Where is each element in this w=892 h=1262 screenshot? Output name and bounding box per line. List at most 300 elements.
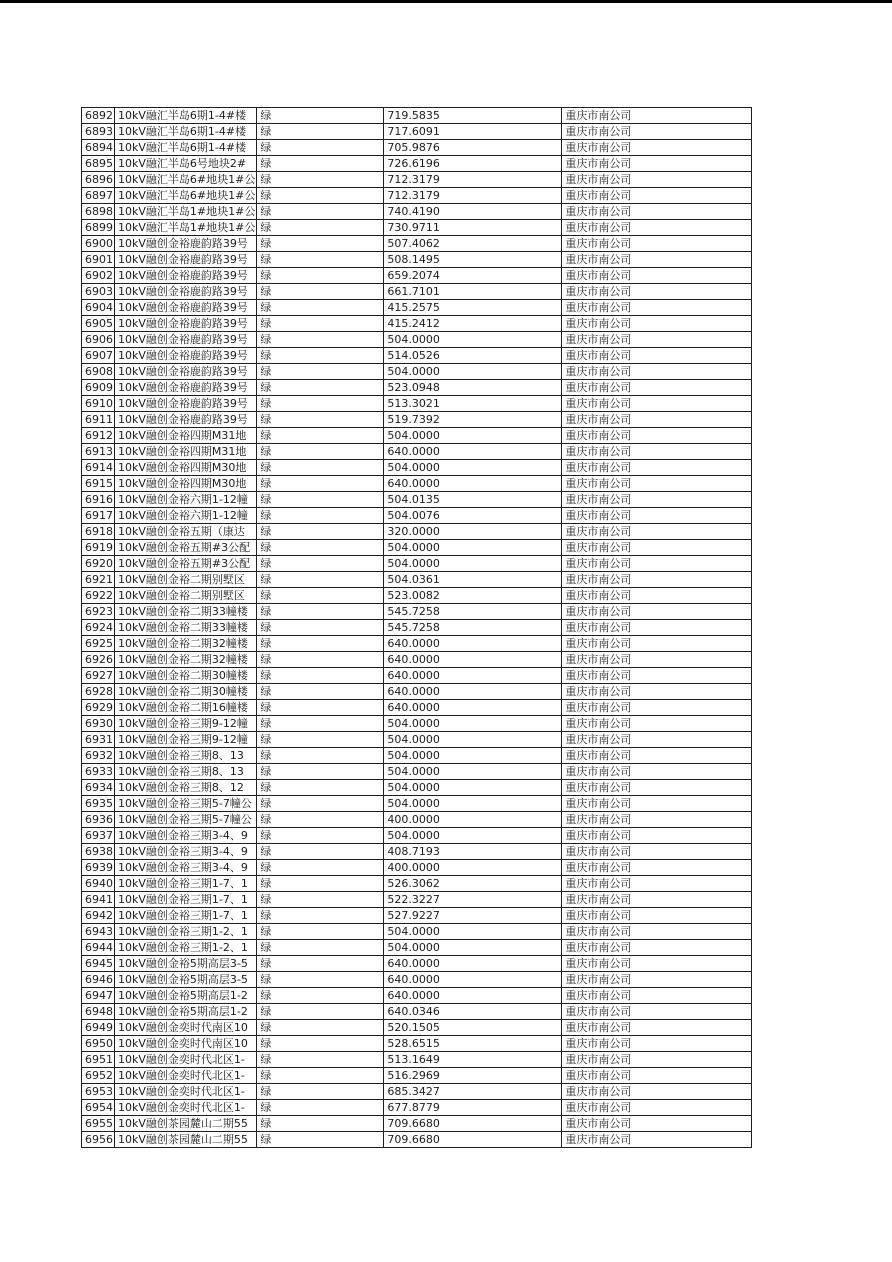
cell-company[interactable]: 重庆市南公司 bbox=[562, 380, 752, 396]
cell-company[interactable]: 重庆市南公司 bbox=[562, 716, 752, 732]
cell-name[interactable]: 10kV融汇半岛6号地块2# bbox=[115, 156, 257, 172]
cell-value[interactable]: 640.0000 bbox=[384, 444, 562, 460]
cell-flag-green[interactable]: 绿 bbox=[257, 1132, 384, 1148]
cell-flag-green[interactable]: 绿 bbox=[257, 940, 384, 956]
cell-name[interactable]: 10kV融汇半岛6期1-4#楼 bbox=[115, 108, 257, 124]
cell-name[interactable]: 10kV融创金裕鹿韵路39号 bbox=[115, 300, 257, 316]
cell-company[interactable]: 重庆市南公司 bbox=[562, 156, 752, 172]
cell-value[interactable]: 514.0526 bbox=[384, 348, 562, 364]
cell-value[interactable]: 730.9711 bbox=[384, 220, 562, 236]
cell-name[interactable]: 10kV融创金裕鹿韵路39号 bbox=[115, 396, 257, 412]
cell-row-id[interactable]: 6893 bbox=[82, 124, 115, 140]
cell-value[interactable]: 685.3427 bbox=[384, 1084, 562, 1100]
cell-name[interactable]: 10kV融创金裕5期高层3-5 bbox=[115, 956, 257, 972]
cell-company[interactable]: 重庆市南公司 bbox=[562, 828, 752, 844]
cell-company[interactable]: 重庆市南公司 bbox=[562, 908, 752, 924]
cell-flag-green[interactable]: 绿 bbox=[257, 1004, 384, 1020]
cell-flag-green[interactable]: 绿 bbox=[257, 796, 384, 812]
cell-value[interactable]: 709.6680 bbox=[384, 1116, 562, 1132]
cell-value[interactable]: 504.0000 bbox=[384, 556, 562, 572]
cell-flag-green[interactable]: 绿 bbox=[257, 188, 384, 204]
cell-name[interactable]: 10kV融创金裕二期33幢楼 bbox=[115, 620, 257, 636]
cell-value[interactable]: 640.0000 bbox=[384, 652, 562, 668]
cell-value[interactable]: 516.2969 bbox=[384, 1068, 562, 1084]
cell-row-id[interactable]: 6911 bbox=[82, 412, 115, 428]
cell-name[interactable]: 10kV融创金裕鹿韵路39号 bbox=[115, 252, 257, 268]
cell-company[interactable]: 重庆市南公司 bbox=[562, 1004, 752, 1020]
cell-row-id[interactable]: 6926 bbox=[82, 652, 115, 668]
cell-flag-green[interactable]: 绿 bbox=[257, 476, 384, 492]
cell-value[interactable]: 640.0000 bbox=[384, 668, 562, 684]
cell-row-id[interactable]: 6941 bbox=[82, 892, 115, 908]
cell-name[interactable]: 10kV融创金裕5期高层1-2 bbox=[115, 988, 257, 1004]
cell-company[interactable]: 重庆市南公司 bbox=[562, 748, 752, 764]
cell-company[interactable]: 重庆市南公司 bbox=[562, 1052, 752, 1068]
cell-row-id[interactable]: 6914 bbox=[82, 460, 115, 476]
cell-company[interactable]: 重庆市南公司 bbox=[562, 220, 752, 236]
cell-value[interactable]: 504.0000 bbox=[384, 364, 562, 380]
cell-name[interactable]: 10kV融创金裕鹿韵路39号 bbox=[115, 380, 257, 396]
cell-value[interactable]: 527.9227 bbox=[384, 908, 562, 924]
cell-flag-green[interactable]: 绿 bbox=[257, 412, 384, 428]
cell-value[interactable]: 545.7258 bbox=[384, 604, 562, 620]
cell-name[interactable]: 10kV融创金裕鹿韵路39号 bbox=[115, 364, 257, 380]
cell-flag-green[interactable]: 绿 bbox=[257, 604, 384, 620]
cell-row-id[interactable]: 6924 bbox=[82, 620, 115, 636]
cell-company[interactable]: 重庆市南公司 bbox=[562, 1116, 752, 1132]
cell-company[interactable]: 重庆市南公司 bbox=[562, 588, 752, 604]
cell-row-id[interactable]: 6905 bbox=[82, 316, 115, 332]
cell-row-id[interactable]: 6945 bbox=[82, 956, 115, 972]
cell-flag-green[interactable]: 绿 bbox=[257, 284, 384, 300]
cell-name[interactable]: 10kV融创茶园麓山二期55 bbox=[115, 1132, 257, 1148]
cell-flag-green[interactable]: 绿 bbox=[257, 572, 384, 588]
cell-value[interactable]: 415.2575 bbox=[384, 300, 562, 316]
cell-value[interactable]: 545.7258 bbox=[384, 620, 562, 636]
cell-company[interactable]: 重庆市南公司 bbox=[562, 572, 752, 588]
cell-name[interactable]: 10kV融创金裕鹿韵路39号 bbox=[115, 236, 257, 252]
cell-row-id[interactable]: 6906 bbox=[82, 332, 115, 348]
cell-name[interactable]: 10kV融创金裕三期1-7、1 bbox=[115, 908, 257, 924]
cell-value[interactable]: 719.5835 bbox=[384, 108, 562, 124]
cell-value[interactable]: 740.4190 bbox=[384, 204, 562, 220]
cell-flag-green[interactable]: 绿 bbox=[257, 428, 384, 444]
cell-value[interactable]: 709.6680 bbox=[384, 1132, 562, 1148]
cell-value[interactable]: 504.0076 bbox=[384, 508, 562, 524]
cell-row-id[interactable]: 6956 bbox=[82, 1132, 115, 1148]
cell-flag-green[interactable]: 绿 bbox=[257, 204, 384, 220]
cell-company[interactable]: 重庆市南公司 bbox=[562, 924, 752, 940]
cell-row-id[interactable]: 6931 bbox=[82, 732, 115, 748]
cell-name[interactable]: 10kV融创金裕鹿韵路39号 bbox=[115, 412, 257, 428]
cell-flag-green[interactable]: 绿 bbox=[257, 332, 384, 348]
cell-company[interactable]: 重庆市南公司 bbox=[562, 876, 752, 892]
cell-row-id[interactable]: 6898 bbox=[82, 204, 115, 220]
cell-value[interactable]: 504.0361 bbox=[384, 572, 562, 588]
cell-flag-green[interactable]: 绿 bbox=[257, 956, 384, 972]
cell-row-id[interactable]: 6897 bbox=[82, 188, 115, 204]
cell-company[interactable]: 重庆市南公司 bbox=[562, 1036, 752, 1052]
cell-name[interactable]: 10kV融创金裕三期3-4、9 bbox=[115, 828, 257, 844]
cell-row-id[interactable]: 6894 bbox=[82, 140, 115, 156]
cell-name[interactable]: 10kV融创金裕四期M31地 bbox=[115, 444, 257, 460]
cell-row-id[interactable]: 6896 bbox=[82, 172, 115, 188]
cell-flag-green[interactable]: 绿 bbox=[257, 732, 384, 748]
cell-value[interactable]: 677.8779 bbox=[384, 1100, 562, 1116]
cell-company[interactable]: 重庆市南公司 bbox=[562, 1084, 752, 1100]
cell-company[interactable]: 重庆市南公司 bbox=[562, 172, 752, 188]
cell-company[interactable]: 重庆市南公司 bbox=[562, 540, 752, 556]
cell-name[interactable]: 10kV融创金奕时代北区1- bbox=[115, 1100, 257, 1116]
cell-value[interactable]: 526.3062 bbox=[384, 876, 562, 892]
cell-row-id[interactable]: 6942 bbox=[82, 908, 115, 924]
cell-flag-green[interactable]: 绿 bbox=[257, 892, 384, 908]
cell-company[interactable]: 重庆市南公司 bbox=[562, 188, 752, 204]
cell-flag-green[interactable]: 绿 bbox=[257, 828, 384, 844]
cell-row-id[interactable]: 6946 bbox=[82, 972, 115, 988]
cell-row-id[interactable]: 6910 bbox=[82, 396, 115, 412]
cell-name[interactable]: 10kV融创金裕三期9-12幢 bbox=[115, 732, 257, 748]
cell-company[interactable]: 重庆市南公司 bbox=[562, 460, 752, 476]
cell-name[interactable]: 10kV融创金裕鹿韵路39号 bbox=[115, 316, 257, 332]
cell-flag-green[interactable]: 绿 bbox=[257, 1084, 384, 1100]
cell-row-id[interactable]: 6943 bbox=[82, 924, 115, 940]
cell-name[interactable]: 10kV融创金裕5期高层1-2 bbox=[115, 1004, 257, 1020]
cell-value[interactable]: 504.0000 bbox=[384, 940, 562, 956]
cell-flag-green[interactable]: 绿 bbox=[257, 156, 384, 172]
cell-flag-green[interactable]: 绿 bbox=[257, 444, 384, 460]
cell-row-id[interactable]: 6939 bbox=[82, 860, 115, 876]
cell-row-id[interactable]: 6909 bbox=[82, 380, 115, 396]
cell-name[interactable]: 10kV融创金裕二期别墅区 bbox=[115, 588, 257, 604]
cell-name[interactable]: 10kV融创金裕三期9-12幢 bbox=[115, 716, 257, 732]
cell-flag-green[interactable]: 绿 bbox=[257, 780, 384, 796]
cell-row-id[interactable]: 6951 bbox=[82, 1052, 115, 1068]
cell-name[interactable]: 10kV融创金裕四期M30地 bbox=[115, 476, 257, 492]
cell-company[interactable]: 重庆市南公司 bbox=[562, 1132, 752, 1148]
cell-value[interactable]: 659.2074 bbox=[384, 268, 562, 284]
cell-value[interactable]: 504.0000 bbox=[384, 540, 562, 556]
cell-flag-green[interactable]: 绿 bbox=[257, 844, 384, 860]
cell-flag-green[interactable]: 绿 bbox=[257, 812, 384, 828]
cell-company[interactable]: 重庆市南公司 bbox=[562, 332, 752, 348]
cell-name[interactable]: 10kV融创金裕六期1-12幢 bbox=[115, 508, 257, 524]
cell-flag-green[interactable]: 绿 bbox=[257, 1100, 384, 1116]
cell-row-id[interactable]: 6929 bbox=[82, 700, 115, 716]
cell-name[interactable]: 10kV融创金裕二期32幢楼 bbox=[115, 636, 257, 652]
cell-name[interactable]: 10kV融创金裕三期5-7幢公 bbox=[115, 812, 257, 828]
cell-company[interactable]: 重庆市南公司 bbox=[562, 940, 752, 956]
cell-row-id[interactable]: 6915 bbox=[82, 476, 115, 492]
cell-company[interactable]: 重庆市南公司 bbox=[562, 620, 752, 636]
cell-value[interactable]: 513.1649 bbox=[384, 1052, 562, 1068]
cell-flag-green[interactable]: 绿 bbox=[257, 988, 384, 1004]
cell-row-id[interactable]: 6949 bbox=[82, 1020, 115, 1036]
cell-company[interactable]: 重庆市南公司 bbox=[562, 764, 752, 780]
cell-flag-green[interactable]: 绿 bbox=[257, 348, 384, 364]
cell-value[interactable]: 513.3021 bbox=[384, 396, 562, 412]
cell-flag-green[interactable]: 绿 bbox=[257, 540, 384, 556]
cell-name[interactable]: 10kV融创金裕三期8、13 bbox=[115, 764, 257, 780]
cell-flag-green[interactable]: 绿 bbox=[257, 300, 384, 316]
cell-name[interactable]: 10kV融创金奕时代北区1- bbox=[115, 1084, 257, 1100]
cell-name[interactable]: 10kV融创金裕三期1-7、1 bbox=[115, 876, 257, 892]
cell-name[interactable]: 10kV融创金裕五期#3公配 bbox=[115, 556, 257, 572]
cell-company[interactable]: 重庆市南公司 bbox=[562, 412, 752, 428]
cell-name[interactable]: 10kV融创金裕三期3-4、9 bbox=[115, 844, 257, 860]
cell-company[interactable]: 重庆市南公司 bbox=[562, 684, 752, 700]
cell-flag-green[interactable]: 绿 bbox=[257, 924, 384, 940]
cell-row-id[interactable]: 6934 bbox=[82, 780, 115, 796]
cell-company[interactable]: 重庆市南公司 bbox=[562, 268, 752, 284]
cell-flag-green[interactable]: 绿 bbox=[257, 556, 384, 572]
cell-flag-green[interactable]: 绿 bbox=[257, 364, 384, 380]
cell-value[interactable]: 320.0000 bbox=[384, 524, 562, 540]
cell-row-id[interactable]: 6920 bbox=[82, 556, 115, 572]
cell-row-id[interactable]: 6928 bbox=[82, 684, 115, 700]
cell-name[interactable]: 10kV融创金裕二期32幢楼 bbox=[115, 652, 257, 668]
cell-value[interactable]: 712.3179 bbox=[384, 188, 562, 204]
cell-flag-green[interactable]: 绿 bbox=[257, 636, 384, 652]
cell-row-id[interactable]: 6925 bbox=[82, 636, 115, 652]
cell-flag-green[interactable]: 绿 bbox=[257, 908, 384, 924]
cell-row-id[interactable]: 6953 bbox=[82, 1084, 115, 1100]
cell-name[interactable]: 10kV融创茶园麓山二期55 bbox=[115, 1116, 257, 1132]
cell-value[interactable]: 504.0000 bbox=[384, 828, 562, 844]
cell-row-id[interactable]: 6901 bbox=[82, 252, 115, 268]
cell-value[interactable]: 400.0000 bbox=[384, 812, 562, 828]
cell-value[interactable]: 504.0000 bbox=[384, 764, 562, 780]
cell-row-id[interactable]: 6907 bbox=[82, 348, 115, 364]
cell-row-id[interactable]: 6892 bbox=[82, 108, 115, 124]
cell-company[interactable]: 重庆市南公司 bbox=[562, 300, 752, 316]
cell-flag-green[interactable]: 绿 bbox=[257, 764, 384, 780]
cell-flag-green[interactable]: 绿 bbox=[257, 268, 384, 284]
cell-row-id[interactable]: 6954 bbox=[82, 1100, 115, 1116]
cell-value[interactable]: 408.7193 bbox=[384, 844, 562, 860]
cell-flag-green[interactable]: 绿 bbox=[257, 316, 384, 332]
cell-company[interactable]: 重庆市南公司 bbox=[562, 652, 752, 668]
cell-flag-green[interactable]: 绿 bbox=[257, 220, 384, 236]
cell-flag-green[interactable]: 绿 bbox=[257, 236, 384, 252]
cell-company[interactable]: 重庆市南公司 bbox=[562, 1100, 752, 1116]
cell-row-id[interactable]: 6902 bbox=[82, 268, 115, 284]
cell-value[interactable]: 640.0000 bbox=[384, 956, 562, 972]
cell-row-id[interactable]: 6900 bbox=[82, 236, 115, 252]
cell-flag-green[interactable]: 绿 bbox=[257, 1052, 384, 1068]
cell-company[interactable]: 重庆市南公司 bbox=[562, 1020, 752, 1036]
cell-flag-green[interactable]: 绿 bbox=[257, 140, 384, 156]
cell-name[interactable]: 10kV融汇半岛6#地块1#公 bbox=[115, 188, 257, 204]
cell-company[interactable]: 重庆市南公司 bbox=[562, 812, 752, 828]
cell-flag-green[interactable]: 绿 bbox=[257, 108, 384, 124]
cell-flag-green[interactable]: 绿 bbox=[257, 684, 384, 700]
cell-value[interactable]: 507.4062 bbox=[384, 236, 562, 252]
cell-row-id[interactable]: 6908 bbox=[82, 364, 115, 380]
cell-name[interactable]: 10kV融创金裕三期5-7幢公 bbox=[115, 796, 257, 812]
cell-company[interactable]: 重庆市南公司 bbox=[562, 476, 752, 492]
cell-value[interactable]: 504.0000 bbox=[384, 716, 562, 732]
cell-name[interactable]: 10kV融汇半岛6#地块1#公 bbox=[115, 172, 257, 188]
cell-flag-green[interactable]: 绿 bbox=[257, 460, 384, 476]
cell-company[interactable]: 重庆市南公司 bbox=[562, 732, 752, 748]
cell-row-id[interactable]: 6944 bbox=[82, 940, 115, 956]
cell-company[interactable]: 重庆市南公司 bbox=[562, 844, 752, 860]
cell-company[interactable]: 重庆市南公司 bbox=[562, 700, 752, 716]
cell-value[interactable]: 640.0000 bbox=[384, 636, 562, 652]
cell-value[interactable]: 726.6196 bbox=[384, 156, 562, 172]
cell-company[interactable]: 重庆市南公司 bbox=[562, 236, 752, 252]
cell-company[interactable]: 重庆市南公司 bbox=[562, 780, 752, 796]
cell-company[interactable]: 重庆市南公司 bbox=[562, 492, 752, 508]
cell-flag-green[interactable]: 绿 bbox=[257, 1068, 384, 1084]
cell-name[interactable]: 10kV融汇半岛1#地块1#公 bbox=[115, 204, 257, 220]
cell-row-id[interactable]: 6938 bbox=[82, 844, 115, 860]
cell-name[interactable]: 10kV融创金裕鹿韵路39号 bbox=[115, 332, 257, 348]
cell-row-id[interactable]: 6903 bbox=[82, 284, 115, 300]
cell-row-id[interactable]: 6952 bbox=[82, 1068, 115, 1084]
cell-row-id[interactable]: 6927 bbox=[82, 668, 115, 684]
cell-row-id[interactable]: 6917 bbox=[82, 508, 115, 524]
cell-name[interactable]: 10kV融创金裕二期别墅区 bbox=[115, 572, 257, 588]
cell-name[interactable]: 10kV融创金裕三期1-2、1 bbox=[115, 924, 257, 940]
cell-value[interactable]: 504.0000 bbox=[384, 732, 562, 748]
cell-company[interactable]: 重庆市南公司 bbox=[562, 108, 752, 124]
cell-flag-green[interactable]: 绿 bbox=[257, 396, 384, 412]
cell-flag-green[interactable]: 绿 bbox=[257, 588, 384, 604]
cell-name[interactable]: 10kV融创金奕时代南区10 bbox=[115, 1020, 257, 1036]
cell-value[interactable]: 523.0948 bbox=[384, 380, 562, 396]
cell-flag-green[interactable]: 绿 bbox=[257, 1020, 384, 1036]
cell-name[interactable]: 10kV融创金裕三期8、13 bbox=[115, 748, 257, 764]
cell-value[interactable]: 640.0346 bbox=[384, 1004, 562, 1020]
cell-flag-green[interactable]: 绿 bbox=[257, 524, 384, 540]
cell-value[interactable]: 640.0000 bbox=[384, 972, 562, 988]
cell-flag-green[interactable]: 绿 bbox=[257, 380, 384, 396]
cell-row-id[interactable]: 6935 bbox=[82, 796, 115, 812]
cell-company[interactable]: 重庆市南公司 bbox=[562, 796, 752, 812]
cell-company[interactable]: 重庆市南公司 bbox=[562, 604, 752, 620]
cell-company[interactable]: 重庆市南公司 bbox=[562, 140, 752, 156]
cell-company[interactable]: 重庆市南公司 bbox=[562, 316, 752, 332]
cell-name[interactable]: 10kV融创金裕鹿韵路39号 bbox=[115, 268, 257, 284]
cell-row-id[interactable]: 6933 bbox=[82, 764, 115, 780]
cell-row-id[interactable]: 6955 bbox=[82, 1116, 115, 1132]
cell-row-id[interactable]: 6936 bbox=[82, 812, 115, 828]
cell-name[interactable]: 10kV融创金裕四期M30地 bbox=[115, 460, 257, 476]
cell-company[interactable]: 重庆市南公司 bbox=[562, 444, 752, 460]
cell-row-id[interactable]: 6947 bbox=[82, 988, 115, 1004]
cell-value[interactable]: 508.1495 bbox=[384, 252, 562, 268]
cell-name[interactable]: 10kV融创金裕五期#3公配 bbox=[115, 540, 257, 556]
cell-name[interactable]: 10kV融汇半岛6期1-4#楼 bbox=[115, 140, 257, 156]
cell-row-id[interactable]: 6916 bbox=[82, 492, 115, 508]
cell-row-id[interactable]: 6919 bbox=[82, 540, 115, 556]
cell-flag-green[interactable]: 绿 bbox=[257, 1116, 384, 1132]
cell-company[interactable]: 重庆市南公司 bbox=[562, 348, 752, 364]
cell-flag-green[interactable]: 绿 bbox=[257, 860, 384, 876]
cell-company[interactable]: 重庆市南公司 bbox=[562, 508, 752, 524]
cell-company[interactable]: 重庆市南公司 bbox=[562, 284, 752, 300]
cell-value[interactable]: 523.0082 bbox=[384, 588, 562, 604]
cell-flag-green[interactable]: 绿 bbox=[257, 492, 384, 508]
cell-row-id[interactable]: 6932 bbox=[82, 748, 115, 764]
cell-value[interactable]: 661.7101 bbox=[384, 284, 562, 300]
cell-row-id[interactable]: 6918 bbox=[82, 524, 115, 540]
cell-company[interactable]: 重庆市南公司 bbox=[562, 364, 752, 380]
cell-company[interactable]: 重庆市南公司 bbox=[562, 860, 752, 876]
cell-flag-green[interactable]: 绿 bbox=[257, 252, 384, 268]
cell-row-id[interactable]: 6923 bbox=[82, 604, 115, 620]
cell-row-id[interactable]: 6950 bbox=[82, 1036, 115, 1052]
cell-flag-green[interactable]: 绿 bbox=[257, 652, 384, 668]
cell-name[interactable]: 10kV融创金裕二期16幢楼 bbox=[115, 700, 257, 716]
cell-company[interactable]: 重庆市南公司 bbox=[562, 988, 752, 1004]
cell-name[interactable]: 10kV融创金奕时代北区1- bbox=[115, 1068, 257, 1084]
cell-row-id[interactable]: 6937 bbox=[82, 828, 115, 844]
cell-name[interactable]: 10kV融创金裕六期1-12幢 bbox=[115, 492, 257, 508]
cell-row-id[interactable]: 6912 bbox=[82, 428, 115, 444]
cell-value[interactable]: 640.0000 bbox=[384, 988, 562, 1004]
cell-flag-green[interactable]: 绿 bbox=[257, 972, 384, 988]
cell-name[interactable]: 10kV融创金裕五期（康达 bbox=[115, 524, 257, 540]
cell-name[interactable]: 10kV融创金裕三期1-7、1 bbox=[115, 892, 257, 908]
cell-flag-green[interactable]: 绿 bbox=[257, 620, 384, 636]
cell-company[interactable]: 重庆市南公司 bbox=[562, 892, 752, 908]
cell-row-id[interactable]: 6930 bbox=[82, 716, 115, 732]
cell-name[interactable]: 10kV融创金裕5期高层3-5 bbox=[115, 972, 257, 988]
cell-company[interactable]: 重庆市南公司 bbox=[562, 252, 752, 268]
cell-name[interactable]: 10kV融创金裕三期8、12 bbox=[115, 780, 257, 796]
cell-value[interactable]: 504.0000 bbox=[384, 924, 562, 940]
cell-value[interactable]: 640.0000 bbox=[384, 700, 562, 716]
cell-value[interactable]: 504.0000 bbox=[384, 748, 562, 764]
cell-name[interactable]: 10kV融创金裕二期30幢楼 bbox=[115, 684, 257, 700]
cell-company[interactable]: 重庆市南公司 bbox=[562, 1068, 752, 1084]
cell-row-id[interactable]: 6948 bbox=[82, 1004, 115, 1020]
cell-value[interactable]: 504.0135 bbox=[384, 492, 562, 508]
cell-name[interactable]: 10kV融创金裕三期1-2、1 bbox=[115, 940, 257, 956]
cell-value[interactable]: 705.9876 bbox=[384, 140, 562, 156]
cell-name[interactable]: 10kV融创金裕鹿韵路39号 bbox=[115, 348, 257, 364]
cell-value[interactable]: 640.0000 bbox=[384, 684, 562, 700]
cell-flag-green[interactable]: 绿 bbox=[257, 1036, 384, 1052]
cell-company[interactable]: 重庆市南公司 bbox=[562, 524, 752, 540]
cell-flag-green[interactable]: 绿 bbox=[257, 748, 384, 764]
cell-name[interactable]: 10kV融创金裕二期33幢楼 bbox=[115, 604, 257, 620]
cell-row-id[interactable]: 6940 bbox=[82, 876, 115, 892]
cell-flag-green[interactable]: 绿 bbox=[257, 668, 384, 684]
cell-value[interactable]: 712.3179 bbox=[384, 172, 562, 188]
cell-flag-green[interactable]: 绿 bbox=[257, 508, 384, 524]
cell-value[interactable]: 504.0000 bbox=[384, 796, 562, 812]
cell-flag-green[interactable]: 绿 bbox=[257, 716, 384, 732]
cell-row-id[interactable]: 6922 bbox=[82, 588, 115, 604]
cell-name[interactable]: 10kV融汇半岛6期1-4#楼 bbox=[115, 124, 257, 140]
cell-row-id[interactable]: 6899 bbox=[82, 220, 115, 236]
cell-value[interactable]: 504.0000 bbox=[384, 460, 562, 476]
cell-row-id[interactable]: 6913 bbox=[82, 444, 115, 460]
cell-row-id[interactable]: 6895 bbox=[82, 156, 115, 172]
cell-row-id[interactable]: 6921 bbox=[82, 572, 115, 588]
cell-name[interactable]: 10kV融创金裕二期30幢楼 bbox=[115, 668, 257, 684]
cell-value[interactable]: 400.0000 bbox=[384, 860, 562, 876]
cell-value[interactable]: 519.7392 bbox=[384, 412, 562, 428]
cell-value[interactable]: 504.0000 bbox=[384, 428, 562, 444]
cell-company[interactable]: 重庆市南公司 bbox=[562, 636, 752, 652]
cell-company[interactable]: 重庆市南公司 bbox=[562, 204, 752, 220]
cell-name[interactable]: 10kV融创金裕三期3-4、9 bbox=[115, 860, 257, 876]
